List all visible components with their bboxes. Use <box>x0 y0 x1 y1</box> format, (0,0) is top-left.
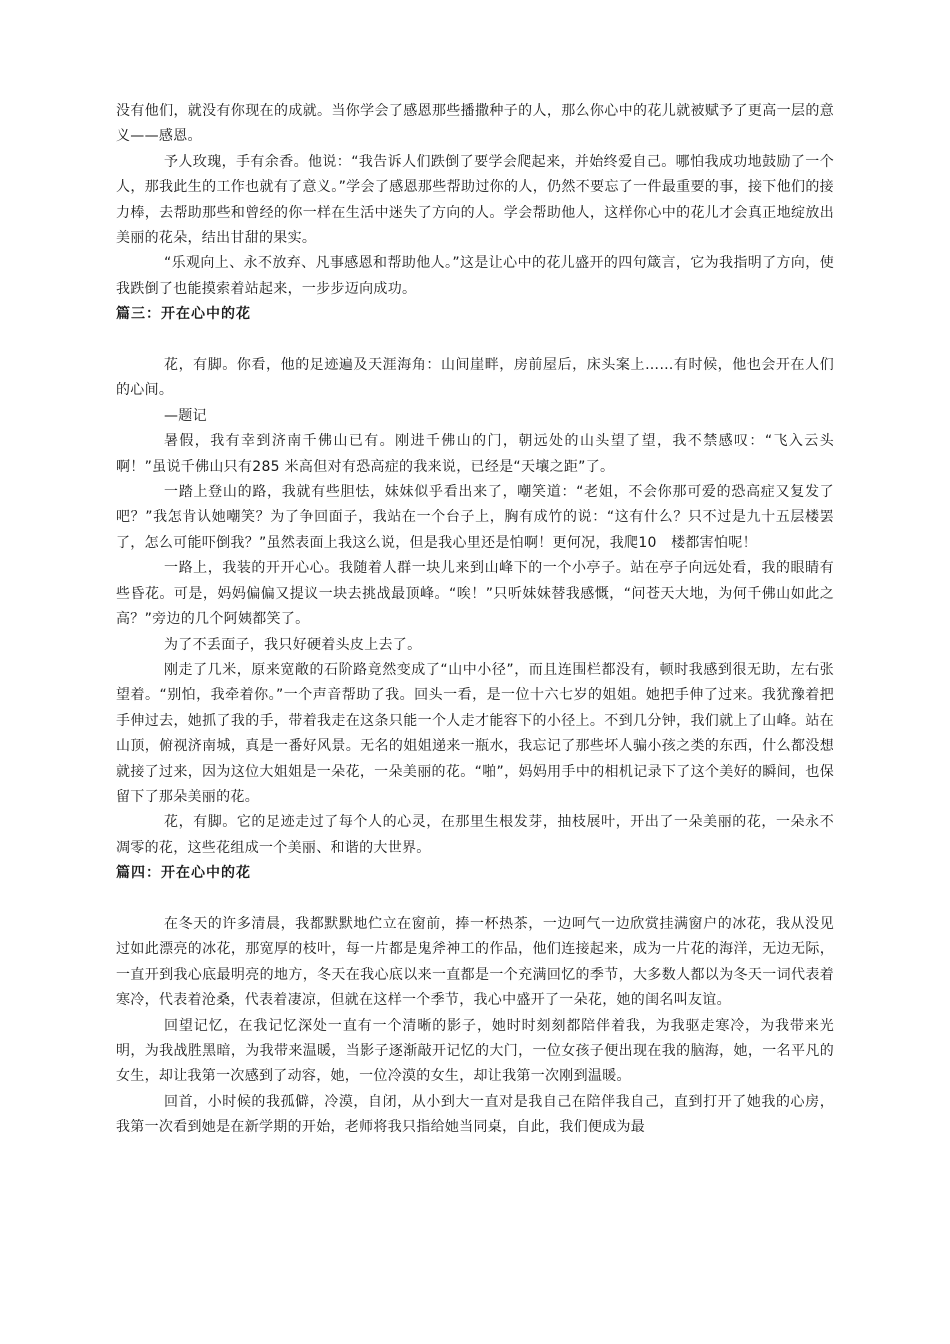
paragraph: 回首，小时候的我孤僻，冷漠，自闭，从小到大一直对是我自己在陪伴我自己，直到打开了她我的心房，我第一次看到她是在新学期的开始，老师将我只指给她当同桌，自此，我们便成为最 <box>116 1093 834 1136</box>
paragraph: 回望记忆，在我记忆深处一直有一个清晰的影子，她时时刻刻都陪伴着我，为我驱走寒冷，为我带来光明，为我战胜黑暗，为我带来温暖，当影子逐渐敲开记忆的大门，一位女孩子便出现在我的脑海，她，一名平凡的女生，却让我第一次感到了动容，她，一位冷漠的女生，却让我第一次刚到温暖。 <box>116 1017 834 1085</box>
paragraph: 为了不丢面子，我只好硬着头皮上去了。 <box>164 636 422 653</box>
blank-line <box>116 328 834 353</box>
section-heading: 篇三：开在心中的花 <box>116 306 251 323</box>
paragraph: 予人玫瑰，手有余香。他说：“我告诉人们跌倒了要学会爬起来，并始终爱自己。哪怕我成功地鼓励了一个人，那我此生的工作也就有了意义。”学会了感恩那些帮助过你的人，仍然不要忘了一件最重要的事，接下他们的接力棒，去帮助那些和曾经的你一样在生活中迷失了方向的人。学会帮助他人，这样你心中的花儿才会真正地绽放出美丽的花朵，结出甘甜的果实。 <box>116 153 834 247</box>
paragraph: “乐观向上、永不放弃、凡事感恩和帮助他人。”这是让心中的花儿盛开的四句箴言，它为我指明了方向，使我跌倒了也能摸索着站起来，一步步迈向成功。 <box>116 255 834 297</box>
epigraph-attribution: —题记 <box>164 407 207 424</box>
paragraph: 一踏上登山的路，我就有些胆怯，妹妹似乎看出来了，嘲笑道：“老姐，不会你那可爱的恐高症又复发了吧？”我怎肯认她嘲笑？为了争回面子，我站在一个台子上，胸有成竹的说：“这有什么？只不过是九十五层楼罢了，怎么可能吓倒我？”虽然表面上我这么说，但是我心里还是怕啊！更何况，我爬10 楼都害怕呢！ <box>116 484 834 551</box>
paragraph: 一路上，我装的开开心心。我随着人群一块儿来到山峰下的一个小亭子。站在亭子向远处看，我的眼睛有些昏花。可是，妈妈偏偏又提议一块去挑战最顶峰。“唉！”只听妹妹替我感慨，“问苍天大地，为何千佛山如此之高？”旁边的几个阿姨都笑了。 <box>116 560 834 628</box>
paragraph: 花，有脚。它的足迹走过了每个人的心灵，在那里生根发芽，抽枝展叶，开出了一朵美丽的花，一朵永不凋零的花，这些花组成一个美丽、和谐的大世界。 <box>116 814 834 856</box>
paragraph: 花，有脚。你看，他的足迹遍及天涯海角：山间崖畔，房前屋后，床头案上……有时候，他也会开在人们的心间。 <box>116 357 834 399</box>
document-page <box>116 99 834 1141</box>
paragraph: 暑假，我有幸到济南千佛山已有。刚进千佛山的门，朝远处的山头望了望，我不禁感叹：“飞入云头啊！”虽说千佛山只有285 米高但对有恐高症的我来说，已经是“天壤之距”了。 <box>116 433 834 475</box>
paragraph: 刚走了几米，原来宽敞的石阶路竟然变成了“山中小径”，而且连围栏都没有，顿时我感到很无助，左右张望着。“别怕，我牵着你。”一个声音帮助了我。回头一看，是一位十六七岁的姐姐。她把手伸了过来。我犹豫着把手伸过去，她抓了我的手，带着我走在这条只能一个人走才能容下的小径上。不到几分钟，我们就上了山峰。站在山顶，俯视济南城，真是一番好风景。无名的姐姐递来一瓶水，我忘记了那些坏人骗小孩之类的东西，什么都没想就接了过来，因为这位大姐姐是一朵花，一朵美丽的花。“啪”，妈妈用手中的相机记录下了这个美好的瞬间，也保留下了那朵美丽的花。 <box>116 661 834 805</box>
paragraph: 在冬天的许多清晨，我都默默地伫立在窗前，捧一杯热茶，一边呵气一边欣赏挂满窗户的冰花，我从没见过如此漂亮的冰花，那宽厚的枝叶，每一片都是鬼斧神工的作品，他们连接起来，成为一片花的海洋，无边无际，一直开到我心底最明亮的地方，冬天在我心底以来一直都是一个充满回忆的季节，大多数人都以为冬天一词代表着寒冷，代表着沧桑，代表着凄凉，但就在这样一个季节，我心中盛开了一朵花，她的闺名叫友谊。 <box>116 915 834 1009</box>
paragraph: 没有他们，就没有你现在的成就。当你学会了感恩那些播撒种子的人，那么你心中的花儿就被赋予了更高一层的意义——感恩。 <box>116 103 834 145</box>
blank-line <box>116 887 834 912</box>
section-heading: 篇四：开在心中的花 <box>116 865 251 882</box>
